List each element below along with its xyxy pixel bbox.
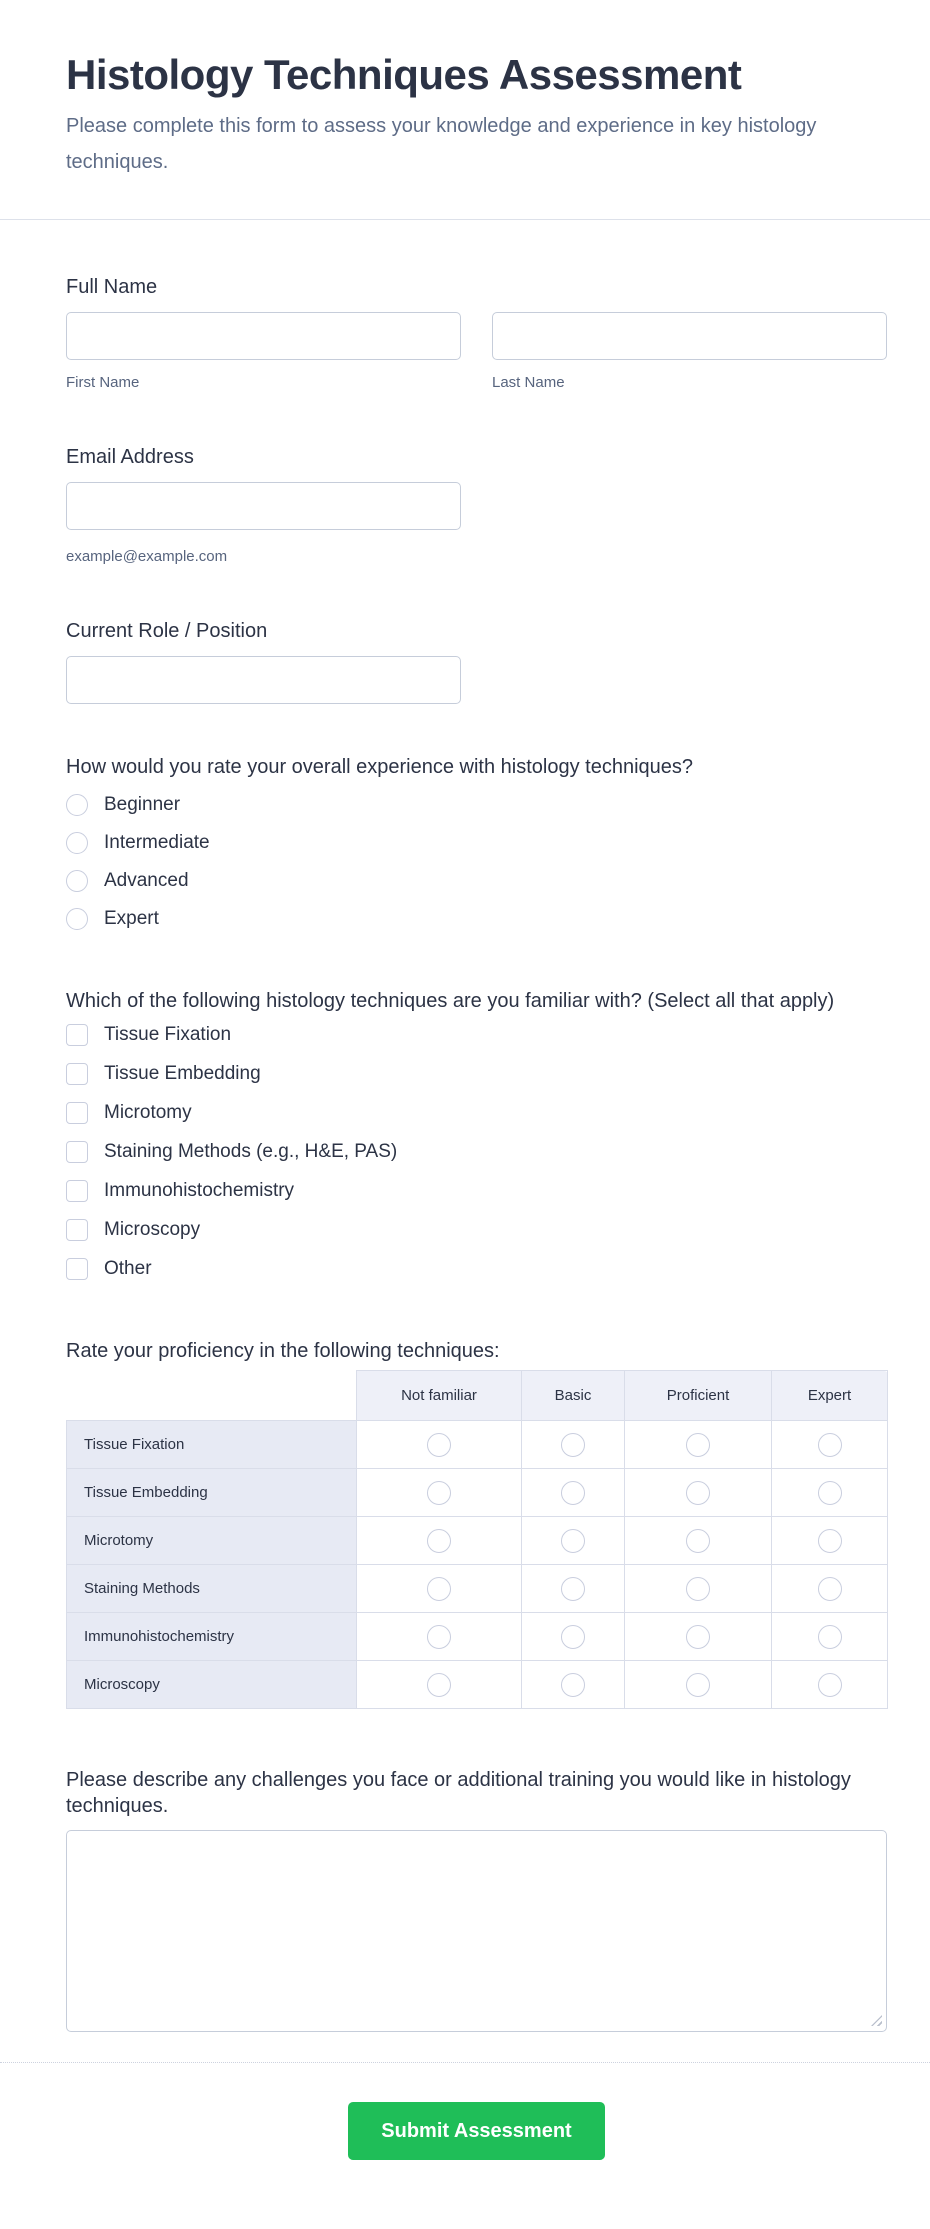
matrix-cell-immunohistochemistry-not-familiar[interactable] — [357, 1613, 522, 1661]
question-role — [66, 618, 887, 704]
radio-icon[interactable] — [686, 1673, 710, 1697]
matrix-row-staining-methods — [67, 1565, 888, 1613]
matrix-question-label: Rate your proficiency in the following techniques: — [66, 1340, 500, 1362]
role-label: Current Role / Position — [66, 620, 268, 642]
first-name-sublabel: First Name — [66, 374, 140, 391]
checkbox-option-microscopy[interactable] — [66, 1219, 887, 1241]
radio-icon[interactable] — [686, 1577, 710, 1601]
radio-icon[interactable] — [427, 1577, 451, 1601]
matrix-cell-immunohistochemistry-proficient[interactable] — [625, 1613, 772, 1661]
checkbox-label: Microscopy — [104, 1219, 201, 1240]
full-name-label: Full Name — [66, 276, 158, 298]
name-row — [66, 312, 887, 392]
challenges-label: Please describe any challenges you face or additional training you would like in histology techniques. — [66, 1769, 851, 1817]
email-input[interactable] — [66, 482, 461, 530]
matrix-cell-microtomy-proficient[interactable] — [625, 1517, 772, 1565]
matrix-cell-microscopy-proficient[interactable] — [625, 1661, 772, 1709]
checkbox-icon[interactable] — [66, 1102, 88, 1124]
checkbox-option-microtomy[interactable] — [66, 1102, 887, 1124]
checkbox-icon[interactable] — [66, 1141, 88, 1163]
matrix-cell-staining-methods-basic[interactable] — [522, 1565, 625, 1613]
techniques-options — [66, 1024, 887, 1280]
radio-icon[interactable] — [561, 1529, 585, 1553]
radio-icon[interactable] — [561, 1673, 585, 1697]
radio-icon[interactable] — [818, 1433, 842, 1457]
checkbox-icon[interactable] — [66, 1063, 88, 1085]
last-name-input[interactable] — [492, 312, 887, 360]
proficiency-matrix — [66, 1370, 888, 1709]
radio-option-advanced[interactable] — [66, 870, 887, 892]
matrix-cell-immunohistochemistry-basic[interactable] — [522, 1613, 625, 1661]
radio-icon[interactable] — [818, 1673, 842, 1697]
matrix-cell-tissue-fixation-expert[interactable] — [772, 1421, 888, 1469]
matrix-cell-tissue-embedding-proficient[interactable] — [625, 1469, 772, 1517]
form-header — [0, 0, 930, 220]
radio-icon[interactable] — [561, 1625, 585, 1649]
checkbox-option-tissue-fixation[interactable] — [66, 1024, 887, 1046]
matrix-col-basic: Basic — [522, 1371, 625, 1421]
matrix-cell-tissue-embedding-basic[interactable] — [522, 1469, 625, 1517]
radio-icon[interactable] — [818, 1625, 842, 1649]
question-email — [66, 444, 887, 566]
radio-icon[interactable] — [66, 870, 88, 892]
form-title: Histology Techniques Assessment — [66, 51, 742, 98]
checkbox-option-tissue-embedding[interactable] — [66, 1063, 887, 1085]
email-label: Email Address — [66, 446, 194, 468]
matrix-cell-tissue-fixation-not-familiar[interactable] — [357, 1421, 522, 1469]
matrix-cell-immunohistochemistry-expert[interactable] — [772, 1613, 888, 1661]
matrix-cell-tissue-fixation-proficient[interactable] — [625, 1421, 772, 1469]
radio-icon[interactable] — [66, 794, 88, 816]
checkbox-label: Tissue Embedding — [104, 1063, 261, 1084]
matrix-col-not-familiar: Not familiar — [357, 1371, 522, 1421]
matrix-col-proficient: Proficient — [625, 1371, 772, 1421]
checkbox-icon[interactable] — [66, 1024, 88, 1046]
form-subtitle: Please complete this form to assess your knowledge and experience in key histology techniques. — [66, 115, 817, 173]
matrix-row-immunohistochemistry — [67, 1613, 888, 1661]
submit-section — [66, 2063, 887, 2160]
radio-label: Advanced — [104, 870, 189, 891]
experience-question-label: How would you rate your overall experience with histology techniques? — [66, 756, 694, 778]
challenges-textarea[interactable] — [66, 1830, 887, 2032]
radio-icon[interactable] — [427, 1625, 451, 1649]
matrix-cell-tissue-embedding-expert[interactable] — [772, 1469, 888, 1517]
radio-icon[interactable] — [427, 1433, 451, 1457]
matrix-row-label: Tissue Fixation — [67, 1421, 357, 1469]
checkbox-icon[interactable] — [66, 1219, 88, 1241]
radio-option-beginner[interactable] — [66, 794, 887, 816]
first-name-col — [66, 312, 461, 392]
matrix-col-expert: Expert — [772, 1371, 888, 1421]
radio-icon[interactable] — [66, 832, 88, 854]
checkbox-label: Microtomy — [104, 1102, 192, 1123]
matrix-cell-tissue-fixation-basic[interactable] — [522, 1421, 625, 1469]
radio-icon[interactable] — [66, 908, 88, 930]
radio-icon[interactable] — [686, 1529, 710, 1553]
checkbox-label: Staining Methods (e.g., H&E, PAS) — [104, 1141, 398, 1162]
role-input[interactable] — [66, 656, 461, 704]
submit-button[interactable]: Submit Assessment — [348, 2102, 604, 2160]
checkbox-option-other[interactable] — [66, 1258, 887, 1280]
matrix-row-microscopy — [67, 1661, 888, 1709]
radio-label: Intermediate — [104, 832, 210, 853]
techniques-question-label: Which of the following histology techniques are you familiar with? (Select all that apply) — [66, 990, 835, 1012]
matrix-cell-microscopy-expert[interactable] — [772, 1661, 888, 1709]
checkbox-option-immunohistochemistry[interactable] — [66, 1180, 887, 1202]
email-sublabel: example@example.com — [66, 548, 228, 565]
matrix-row-label: Immunohistochemistry — [67, 1613, 357, 1661]
checkbox-label: Tissue Fixation — [104, 1024, 232, 1045]
matrix-corner-cell — [67, 1371, 357, 1421]
matrix-cell-microtomy-expert[interactable] — [772, 1517, 888, 1565]
radio-icon[interactable] — [561, 1577, 585, 1601]
matrix-row-microtomy — [67, 1517, 888, 1565]
matrix-row-tissue-embedding — [67, 1469, 888, 1517]
checkbox-icon[interactable] — [66, 1258, 88, 1280]
question-full-name — [66, 274, 887, 392]
radio-icon[interactable] — [818, 1481, 842, 1505]
radio-option-expert[interactable] — [66, 908, 887, 930]
radio-label: Beginner — [104, 794, 181, 815]
radio-icon[interactable] — [427, 1529, 451, 1553]
matrix-cell-staining-methods-expert[interactable] — [772, 1565, 888, 1613]
last-name-sublabel: Last Name — [492, 374, 565, 391]
matrix-row-label: Microtomy — [67, 1517, 357, 1565]
radio-icon[interactable] — [818, 1577, 842, 1601]
question-matrix — [66, 1338, 887, 1709]
matrix-row-label: Staining Methods — [67, 1565, 357, 1613]
radio-icon[interactable] — [818, 1529, 842, 1553]
radio-icon[interactable] — [427, 1481, 451, 1505]
matrix-cell-microtomy-not-familiar[interactable] — [357, 1517, 522, 1565]
matrix-cell-microtomy-basic[interactable] — [522, 1517, 625, 1565]
question-experience — [66, 754, 887, 930]
radio-icon[interactable] — [686, 1433, 710, 1457]
matrix-cell-microscopy-basic[interactable] — [522, 1661, 625, 1709]
last-name-col — [492, 312, 887, 392]
radio-label: Expert — [104, 908, 159, 929]
checkbox-icon[interactable] — [66, 1180, 88, 1202]
matrix-row-label: Tissue Embedding — [67, 1469, 357, 1517]
checkbox-option-staining-methods[interactable] — [66, 1141, 887, 1163]
question-challenges — [66, 1767, 887, 2032]
radio-icon[interactable] — [427, 1673, 451, 1697]
matrix-row-tissue-fixation — [67, 1421, 888, 1469]
matrix-cell-microscopy-not-familiar[interactable] — [357, 1661, 522, 1709]
challenges-textarea-wrap — [66, 1830, 887, 2032]
radio-icon[interactable] — [686, 1481, 710, 1505]
matrix-cell-staining-methods-not-familiar[interactable] — [357, 1565, 522, 1613]
question-techniques — [66, 988, 887, 1280]
radio-option-intermediate[interactable] — [66, 832, 887, 854]
matrix-row-label: Microscopy — [67, 1661, 357, 1709]
checkbox-label: Other — [104, 1258, 152, 1279]
first-name-input[interactable] — [66, 312, 461, 360]
matrix-cell-staining-methods-proficient[interactable] — [625, 1565, 772, 1613]
radio-icon[interactable] — [686, 1625, 710, 1649]
matrix-cell-tissue-embedding-not-familiar[interactable] — [357, 1469, 522, 1517]
form-body — [0, 274, 930, 2160]
radio-icon[interactable] — [561, 1481, 585, 1505]
experience-options — [66, 794, 887, 930]
radio-icon[interactable] — [561, 1433, 585, 1457]
checkbox-label: Immunohistochemistry — [104, 1180, 295, 1201]
